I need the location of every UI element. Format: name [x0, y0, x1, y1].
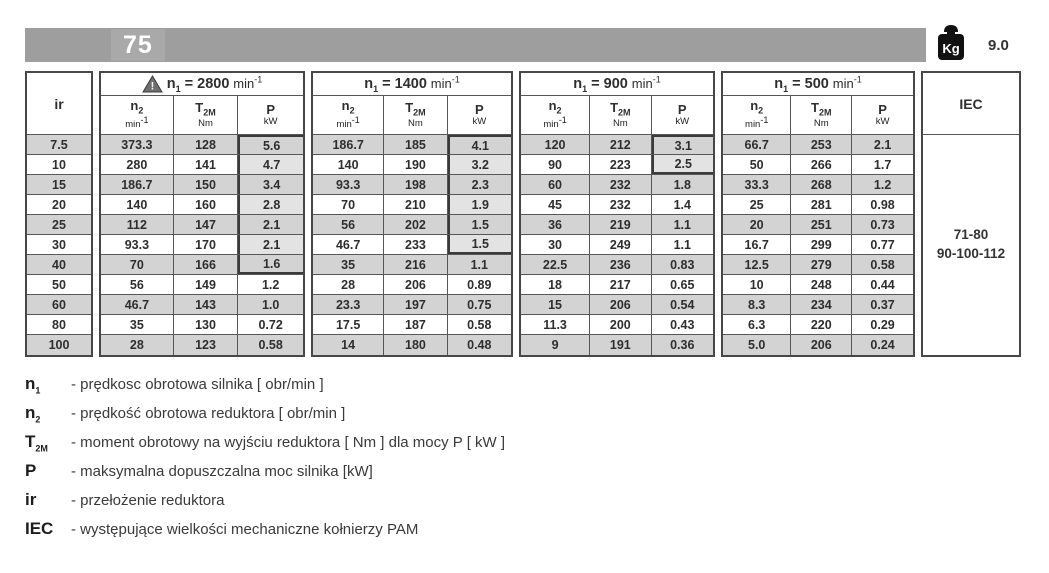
- table-row: [313, 255, 511, 275]
- table-row: [101, 175, 303, 195]
- legend-description: - prędkosc obrotowa silnika [ obr/min ]: [71, 376, 324, 393]
- table-row: [521, 295, 713, 315]
- weight-value: 9.0: [988, 37, 1009, 54]
- table-row: [313, 195, 511, 215]
- table-row: [101, 335, 303, 355]
- cell-n2: 16.7: [723, 235, 791, 254]
- cell-p: 0.48: [467, 338, 492, 352]
- cell-t2m: 232: [590, 175, 651, 194]
- cell-t2m: 190: [384, 155, 447, 174]
- cell-n2: 66.7: [723, 135, 791, 154]
- cell-p: 2.1: [238, 235, 303, 254]
- svg-text:!: !: [150, 80, 155, 93]
- cell-t2m: 217: [590, 275, 651, 294]
- cell-p: 0.58: [258, 338, 283, 352]
- ir-value: 10: [52, 157, 66, 172]
- cell-n2: 33.3: [723, 175, 791, 194]
- cell-n2: 90: [521, 155, 590, 174]
- table-row: [723, 255, 913, 275]
- cell-t2m: 249: [590, 235, 651, 254]
- cell-p: 0.43: [670, 317, 695, 332]
- subcol-header-n2: $n_2$ $\min^{-1}$: [723, 96, 791, 134]
- cell-t2m: 150: [174, 175, 239, 194]
- legend-item: [25, 374, 505, 403]
- legend-symbol: $T_{2M}$: [25, 432, 48, 454]
- warning-triangle-icon: [142, 75, 163, 93]
- cell-n2: 20: [723, 215, 791, 234]
- subcol-header-t2M: $T_{2M}$ Nm: [590, 96, 651, 134]
- table-row: [521, 155, 713, 175]
- cell-n2: 46.7: [101, 295, 174, 314]
- ir-value: 50: [52, 277, 66, 292]
- table-row: [27, 155, 91, 175]
- ir-column-body: [27, 135, 91, 355]
- svg-text:Kg: Kg: [942, 41, 960, 56]
- subcol-header-p: P kW: [675, 101, 690, 127]
- cell-p: 2.8: [238, 195, 303, 214]
- legend-description: - przełożenie reduktora: [71, 492, 225, 509]
- cell-t2m: 220: [791, 315, 852, 334]
- cell-p: 3.2: [448, 155, 511, 174]
- group-header-2800: ! $n_1 = 2800$ $\min^{-1}$: [101, 73, 303, 96]
- iec-value-line: 71-80: [953, 227, 989, 243]
- table-row: [521, 255, 713, 275]
- table-row: [723, 275, 913, 295]
- cell-n2: 6.3: [723, 315, 791, 334]
- iec-value-line: 90-100-112: [936, 245, 1006, 261]
- cell-n2: 373.3: [101, 135, 174, 154]
- iec-value: [923, 135, 1019, 354]
- cell-t2m: 233: [384, 235, 447, 254]
- cell-p: 0.29: [870, 317, 895, 332]
- cell-t2m: 266: [791, 155, 852, 174]
- cell-p: 0.75: [467, 297, 492, 312]
- cell-t2m: 160: [174, 195, 239, 214]
- table-row: [313, 335, 511, 355]
- cell-t2m: 143: [174, 295, 239, 314]
- group-subheader: [101, 96, 303, 135]
- cell-p: 0.98: [870, 197, 895, 212]
- table-row: [313, 235, 511, 255]
- group-body: [101, 135, 303, 355]
- cell-p: 0.83: [670, 257, 695, 272]
- cell-p: 1.9: [448, 195, 511, 214]
- subcol-header-n2: $n_2$ $\min^{-1}$: [101, 96, 174, 134]
- group-body: [723, 135, 913, 355]
- table-row: [723, 155, 913, 175]
- cell-p: 1.6: [238, 255, 303, 274]
- cell-t2m: 166: [174, 255, 239, 274]
- cell-t2m: 223: [590, 155, 651, 174]
- cell-p: 1.8: [673, 177, 691, 192]
- table-row: [27, 335, 91, 355]
- speed-group-2800: [99, 71, 305, 357]
- cell-p: 2.5: [652, 155, 713, 174]
- cell-p: 1.2: [261, 277, 280, 292]
- cell-t2m: 206: [590, 295, 651, 314]
- ir-column-panel: [25, 71, 93, 357]
- legend-description: - maksymalna dopuszczalna moc silnika [kW]: [71, 463, 373, 480]
- table-row: [723, 235, 913, 255]
- cell-n2: 35: [101, 315, 174, 334]
- model-title-bar: [25, 28, 926, 62]
- subcol-header-p: P kW: [875, 101, 890, 127]
- cell-n2: 36: [521, 215, 590, 234]
- cell-n2: 56: [313, 215, 384, 234]
- cell-t2m: 200: [590, 315, 651, 334]
- cell-n2: 120: [521, 135, 590, 154]
- cell-n2: 11.3: [521, 315, 590, 334]
- cell-t2m: 130: [174, 315, 239, 334]
- cell-t2m: 281: [791, 195, 852, 214]
- cell-t2m: 170: [174, 235, 239, 254]
- cell-t2m: 147: [174, 215, 239, 234]
- table-row: [101, 275, 303, 295]
- legend-item: [25, 432, 505, 461]
- table-row: [101, 195, 303, 215]
- ir-value: 25: [52, 217, 66, 232]
- cell-t2m: 251: [791, 215, 852, 234]
- table-row: [723, 335, 913, 355]
- cell-t2m: 236: [590, 255, 651, 274]
- cell-p: 0.65: [670, 277, 695, 292]
- speed-group-1400: [311, 71, 513, 357]
- cell-t2m: 268: [791, 175, 852, 194]
- cell-p: 0.44: [870, 277, 895, 292]
- legend-symbol: ir: [25, 490, 37, 509]
- table-row: [313, 215, 511, 235]
- cell-p: 1.1: [673, 237, 691, 252]
- cell-t2m: 212: [590, 135, 651, 154]
- cell-p: 3.4: [238, 175, 303, 194]
- cell-t2m: 206: [791, 335, 852, 355]
- cell-p: 4.1: [448, 135, 511, 154]
- table-row: [313, 315, 511, 335]
- cell-t2m: 234: [791, 295, 852, 314]
- cell-t2m: 248: [791, 275, 852, 294]
- cell-t2m: 206: [384, 275, 447, 294]
- table-row: [521, 175, 713, 195]
- table-row: [723, 315, 913, 335]
- group-body: [313, 135, 511, 355]
- legend-description: - prędkość obrotowa reduktora [ obr/min ]: [71, 405, 346, 422]
- legend-item: [25, 461, 505, 490]
- cell-n2: 18: [521, 275, 590, 294]
- cell-p: 1.5: [448, 215, 511, 234]
- table-row: [27, 135, 91, 155]
- table-row: [313, 175, 511, 195]
- legend-symbol: $n_2$: [25, 403, 41, 425]
- cell-p: 0.73: [870, 217, 895, 232]
- table-row: [313, 275, 511, 295]
- cell-p: 1.5: [448, 235, 511, 254]
- cell-n2: 8.3: [723, 295, 791, 314]
- ir-value: 30: [52, 237, 66, 252]
- cell-p: 2.3: [448, 175, 511, 194]
- cell-t2m: 128: [174, 135, 239, 154]
- cell-p: 0.89: [467, 277, 492, 292]
- cell-p: 1.1: [470, 257, 488, 272]
- cell-p: 1.4: [673, 197, 691, 212]
- cell-n2: 5.0: [723, 335, 791, 355]
- cell-n2: 50: [723, 155, 791, 174]
- cell-t2m: 279: [791, 255, 852, 274]
- cell-n2: 60: [521, 175, 590, 194]
- table-row: [101, 135, 303, 155]
- ir-value: 15: [52, 177, 66, 192]
- group-subheader: [521, 96, 713, 135]
- table-row: [27, 195, 91, 215]
- table-row: [27, 315, 91, 335]
- cell-n2: 10: [723, 275, 791, 294]
- table-row: [101, 315, 303, 335]
- table-row: [27, 235, 91, 255]
- cell-n2: 186.7: [101, 175, 174, 194]
- group-header-500: $n_1 = 500$ $\min^{-1}$: [723, 73, 913, 96]
- subcol-header-p: P kW: [472, 101, 487, 127]
- cell-n2: 93.3: [101, 235, 174, 254]
- cell-t2m: 198: [384, 175, 447, 194]
- cell-t2m: 185: [384, 135, 447, 154]
- cell-n2: 17.5: [313, 315, 384, 334]
- legend: [25, 374, 505, 548]
- cell-n2: 25: [723, 195, 791, 214]
- cell-p: 0.58: [467, 317, 492, 332]
- subcol-header-p: P kW: [263, 101, 278, 127]
- legend-item: [25, 519, 505, 548]
- cell-n2: 22.5: [521, 255, 590, 274]
- table-row: [723, 135, 913, 155]
- table-row: [521, 335, 713, 355]
- model-number: 75: [111, 29, 165, 61]
- cell-t2m: 141: [174, 155, 239, 174]
- cell-p: 0.54: [670, 297, 695, 312]
- table-row: [521, 195, 713, 215]
- cell-n2: 140: [313, 155, 384, 174]
- table-row: [313, 155, 511, 175]
- ratio-performance-table: [25, 71, 1021, 357]
- cell-t2m: 253: [791, 135, 852, 154]
- table-row: [101, 255, 303, 275]
- subcol-header-n2: $n_2$ $\min^{-1}$: [521, 96, 590, 134]
- legend-description: - moment obrotowy na wyjściu reduktora [ Nm ] dla mocy P [ kW ]: [71, 434, 506, 451]
- cell-n2: 56: [101, 275, 174, 294]
- legend-symbol: IEC: [25, 519, 54, 538]
- table-row: [101, 295, 303, 315]
- legend-description: - występujące wielkości mechaniczne kołnierzy PAM: [71, 521, 419, 538]
- table-row: [313, 295, 511, 315]
- speed-group-900: [519, 71, 715, 357]
- ir-value: 20: [52, 197, 66, 212]
- cell-n2: 12.5: [723, 255, 791, 274]
- ir-value: 40: [52, 257, 66, 272]
- cell-t2m: 191: [590, 335, 651, 355]
- cell-n2: 45: [521, 195, 590, 214]
- cell-n2: 14: [313, 335, 384, 355]
- table-row: [521, 215, 713, 235]
- cell-t2m: 299: [791, 235, 852, 254]
- cell-n2: 70: [101, 255, 174, 274]
- legend-symbol: P: [25, 461, 37, 480]
- cell-n2: 30: [521, 235, 590, 254]
- table-row: [521, 275, 713, 295]
- ir-value: 80: [52, 317, 66, 332]
- table-row: [27, 175, 91, 195]
- cell-t2m: 216: [384, 255, 447, 274]
- table-row: [723, 215, 913, 235]
- table-row: [101, 235, 303, 255]
- cell-n2: 280: [101, 155, 174, 174]
- table-row: [723, 195, 913, 215]
- group-subheader: [723, 96, 913, 135]
- cell-t2m: 219: [590, 215, 651, 234]
- cell-t2m: 187: [384, 315, 447, 334]
- cell-t2m: 123: [174, 335, 239, 355]
- table-row: [27, 255, 91, 275]
- table-row: [521, 235, 713, 255]
- cell-n2: 23.3: [313, 295, 384, 314]
- legend-symbol: $n_1$: [25, 374, 41, 396]
- cell-n2: 35: [313, 255, 384, 274]
- iec-column-panel: [921, 71, 1021, 357]
- subcol-header-n2: $n_2$ $\min^{-1}$: [313, 96, 384, 134]
- group-header-900: $n_1 = 900$ $\min^{-1}$: [521, 73, 713, 96]
- table-row: [521, 315, 713, 335]
- cell-p: 5.6: [238, 135, 303, 154]
- table-row: [27, 275, 91, 295]
- cell-p: 2.1: [873, 137, 892, 152]
- kg-weight-icon: [934, 22, 968, 62]
- group-header-1400: $n_1 = 1400$ $\min^{-1}$: [313, 73, 511, 96]
- cell-p: 0.58: [870, 257, 895, 272]
- cell-p: 4.7: [238, 155, 303, 174]
- cell-t2m: 232: [590, 195, 651, 214]
- table-row: [723, 295, 913, 315]
- cell-p: 1.0: [261, 297, 280, 312]
- cell-n2: 70: [313, 195, 384, 214]
- iec-column-header: IEC: [923, 73, 1019, 135]
- cell-n2: 140: [101, 195, 174, 214]
- group-subheader: [313, 96, 511, 135]
- cell-p: 0.36: [670, 338, 695, 352]
- cell-p: 0.77: [870, 237, 895, 252]
- cell-p: 1.7: [873, 157, 892, 172]
- subcol-header-t2M: $T_{2M}$ Nm: [174, 96, 239, 134]
- cell-n2: 46.7: [313, 235, 384, 254]
- cell-p: 2.1: [238, 215, 303, 234]
- ir-column-header: ir: [27, 73, 91, 135]
- cell-n2: 28: [101, 335, 174, 355]
- table-row: [27, 215, 91, 235]
- table-row: [27, 295, 91, 315]
- table-row: [101, 155, 303, 175]
- table-row: [723, 175, 913, 195]
- ir-value: 60: [52, 297, 66, 312]
- ir-value: 100: [48, 338, 70, 352]
- legend-item: [25, 490, 505, 519]
- group-body: [521, 135, 713, 355]
- subcol-header-t2M: $T_{2M}$ Nm: [384, 96, 447, 134]
- table-row: [521, 135, 713, 155]
- cell-p: 0.72: [258, 317, 283, 332]
- cell-p: 0.24: [870, 338, 895, 352]
- cell-t2m: 180: [384, 335, 447, 355]
- cell-p: 1.1: [673, 217, 691, 232]
- cell-n2: 28: [313, 275, 384, 294]
- cell-n2: 112: [101, 215, 174, 234]
- cell-n2: 93.3: [313, 175, 384, 194]
- cell-t2m: 210: [384, 195, 447, 214]
- subcol-header-t2M: $T_{2M}$ Nm: [791, 96, 852, 134]
- cell-n2: 9: [521, 335, 590, 355]
- cell-p: 3.1: [652, 135, 713, 154]
- cell-n2: 186.7: [313, 135, 384, 154]
- cell-n2: 15: [521, 295, 590, 314]
- speed-group-500: [721, 71, 915, 357]
- cell-t2m: 202: [384, 215, 447, 234]
- ir-value: 7.5: [50, 137, 68, 152]
- table-row: [101, 215, 303, 235]
- cell-p: 0.37: [870, 297, 895, 312]
- table-row: [313, 135, 511, 155]
- cell-t2m: 197: [384, 295, 447, 314]
- legend-item: [25, 403, 505, 432]
- cell-p: 1.2: [873, 177, 892, 192]
- cell-t2m: 149: [174, 275, 239, 294]
